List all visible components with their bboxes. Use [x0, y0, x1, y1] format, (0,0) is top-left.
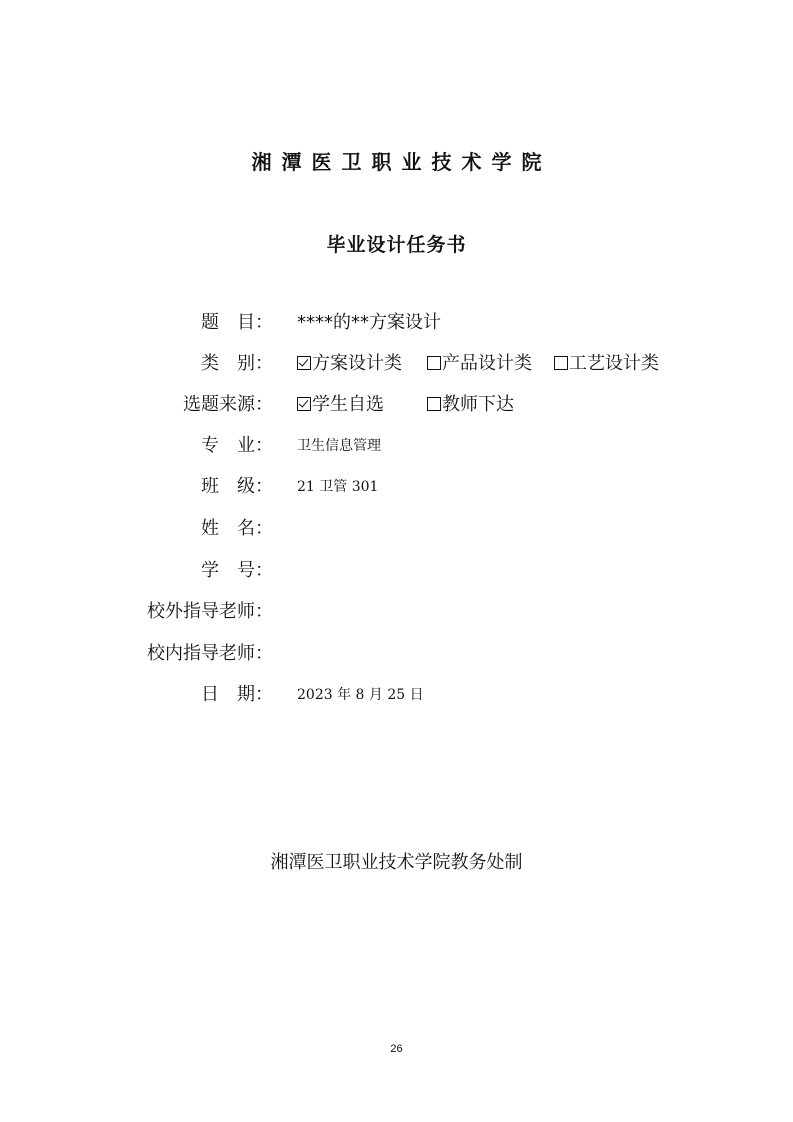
- topic-source-option-student[interactable]: [297, 390, 384, 416]
- issuer-footer: 湘潭医卫职业技术学院教务处制: [270, 852, 523, 873]
- category-option-scheme[interactable]: [297, 349, 402, 375]
- category-row: [0, 345, 793, 375]
- page-number: 26: [390, 1043, 403, 1055]
- document-title: 毕业设计任务书: [326, 234, 467, 256]
- class-value: 21 卫管 301: [297, 479, 379, 495]
- internal-advisor-row: [0, 635, 793, 665]
- category-option-label: 工艺设计类: [569, 353, 659, 374]
- date-row: [0, 676, 793, 706]
- checked-box-icon[interactable]: [297, 397, 311, 411]
- category-option-process[interactable]: [554, 349, 659, 375]
- date-value: 2023 年 8 月 25 日: [297, 687, 424, 703]
- major-label: 专 业：: [201, 435, 273, 456]
- student-id-label: 学 号：: [201, 560, 273, 581]
- student-id-row: [0, 552, 793, 582]
- class-row: [0, 468, 793, 498]
- unchecked-box-icon[interactable]: [554, 356, 568, 370]
- internal-advisor-label: 校内指导老师：: [147, 643, 273, 664]
- major-row: [0, 427, 793, 457]
- external-advisor-row: [0, 593, 793, 623]
- topic-row: [0, 304, 793, 334]
- name-label: 姓 名：: [201, 518, 273, 539]
- checked-box-icon[interactable]: [297, 356, 311, 370]
- date-label: 日 期：: [201, 684, 273, 705]
- class-label: 班 级：: [201, 476, 273, 497]
- topic-source-label: 选题来源：: [183, 394, 273, 415]
- category-label: 类 别：: [201, 353, 273, 374]
- topic-source-row: [0, 386, 793, 416]
- topic-label: 题 目：: [201, 312, 273, 333]
- topic-source-option-label: 教师下达: [442, 394, 514, 415]
- school-name: 湘潭医卫职业技术学院: [251, 150, 552, 174]
- category-option-label: 产品设计类: [442, 353, 532, 374]
- topic-source-option-label: 学生自选: [312, 394, 384, 415]
- category-option-label: 方案设计类: [312, 353, 402, 374]
- name-row: [0, 510, 793, 540]
- unchecked-box-icon[interactable]: [427, 356, 441, 370]
- external-advisor-label: 校外指导老师：: [147, 601, 273, 622]
- topic-source-option-teacher[interactable]: [427, 390, 514, 416]
- unchecked-box-icon[interactable]: [427, 397, 441, 411]
- category-option-product[interactable]: [427, 349, 532, 375]
- major-value: 卫生信息管理: [297, 438, 381, 454]
- topic-value: ****的**方案设计: [297, 312, 441, 333]
